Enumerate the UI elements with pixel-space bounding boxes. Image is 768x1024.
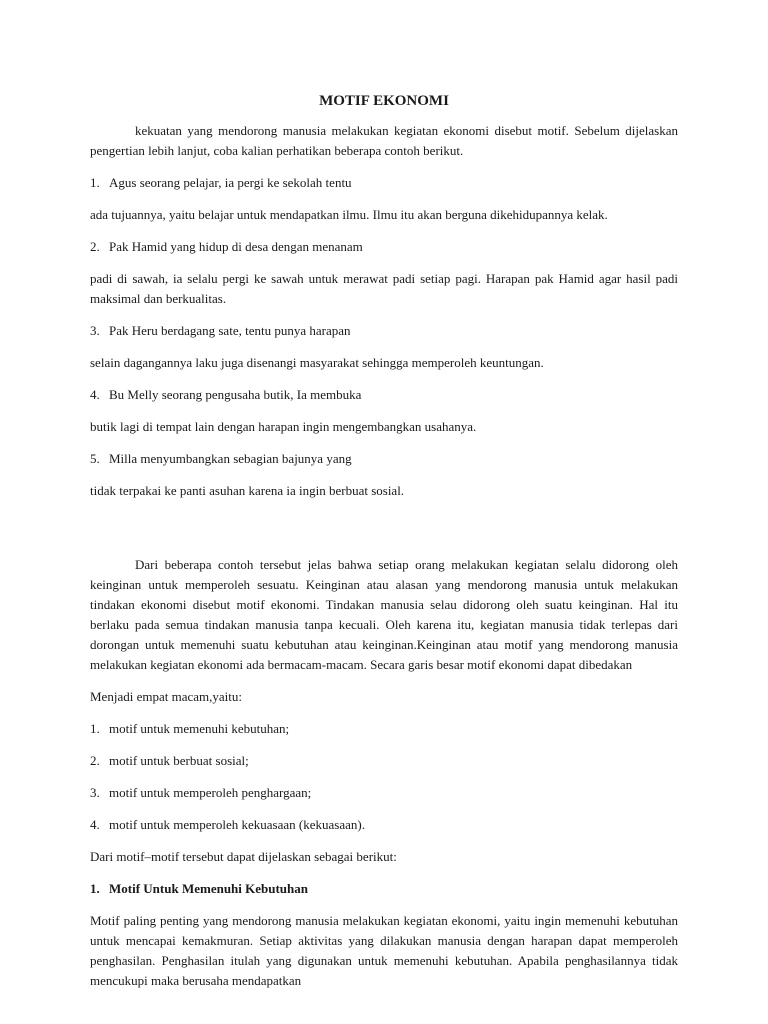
explain-intro: Dari motif–motif tersebut dapat dijelaskan sebagai berikut: [90,849,397,864]
list-item: 2. motif untuk berbuat sosial; [90,753,249,768]
section-heading: 1. Motif Untuk Memenuhi Kebutuhan [90,881,308,896]
section-body: Motif paling penting yang mendorong manusia melakukan kegiatan ekonomi, yaitu ingin memenuhi kebutuhan untuk mencapai kemakmuran. Setiap aktivitas yang dilakukan manusia dengan harapan dapat memperoleh penghasilan. Penghasilan itulah yang digunakan untuk memenuhi kebutuhan. Apabila penghasilannya tidak mencukupi maka berusaha mendapatkan [90,913,678,988]
example-lead: 4. Bu Melly seorang pengusaha butik, Ia membuka [90,387,362,402]
example-continuation: tidak terpakai ke panti asuhan karena ia ingin berbuat sosial. [90,483,405,498]
document-title: MOTIF EKONOMI [319,93,449,109]
example-lead: 5. Milla menyumbangkan sebagian bajunya yang [90,451,352,466]
example-continuation: ada tujuannya, yaitu belajar untuk mendapatkan ilmu. Ilmu itu akan berguna dikehidupannya kelak. [90,207,608,222]
intro-paragraph: kekuatan yang mendorong manusia melakukan kegiatan ekonomi disebut motif. Sebelum dijelaskan pengertian lebih lanjut, coba kalian perhatikan beberapa contoh berikut. [90,123,678,158]
summary-paragraph: Dari beberapa contoh tersebut jelas bahwa setiap orang melakukan kegiatan selalu didorong oleh keinginan untuk memperoleh sesuatu. Keinginan atau alasan yang mendorong manusia untuk melakukan tindakan ekonomi disebut motif ekonomi. Tindakan manusia selau didorong oleh suatu keinginan. Hal itu berlaku pada semua tindakan manusia tanpa kecuali. Oleh karena itu, kegiatan manusia tidak terlepas dari dorongan untuk memenuhi suatu kebutuhan atau keinginan.Keinginan atau motif yang mendorong manusia melakukan kegiatan ekonomi ada bermacam-macam. Secara garis besar motif ekonomi dapat dibedakan [90,557,678,672]
examples-list [90,173,678,501]
example-lead: 2. Pak Hamid yang hidup di desa dengan menanam [90,239,363,254]
motive-types-list [90,719,678,835]
list-item: 4. motif untuk memperoleh kekuasaan (kekuasaan). [90,817,365,832]
example-continuation: selain dagangannya laku juga disenangi masyarakat sehingga memperoleh keuntungan. [90,355,544,370]
example-lead: 1. Agus seorang pelajar, ia pergi ke sekolah tentu [90,175,352,190]
example-lead: 3. Pak Heru berdagang sate, tentu punya harapan [90,323,351,338]
document-page [90,90,678,991]
types-intro: Menjadi empat macam,yaitu: [90,689,242,704]
list-item: 3. motif untuk memperoleh penghargaan; [90,785,312,800]
example-continuation: padi di sawah, ia selalu pergi ke sawah untuk merawat padi setiap pagi. Harapan pak Hamid agar hasil padi maksimal dan berkualitas. [90,271,678,306]
list-item: 1. motif untuk memenuhi kebutuhan; [90,721,290,736]
example-continuation: butik lagi di tempat lain dengan harapan ingin mengembangkan usahanya. [90,419,477,434]
